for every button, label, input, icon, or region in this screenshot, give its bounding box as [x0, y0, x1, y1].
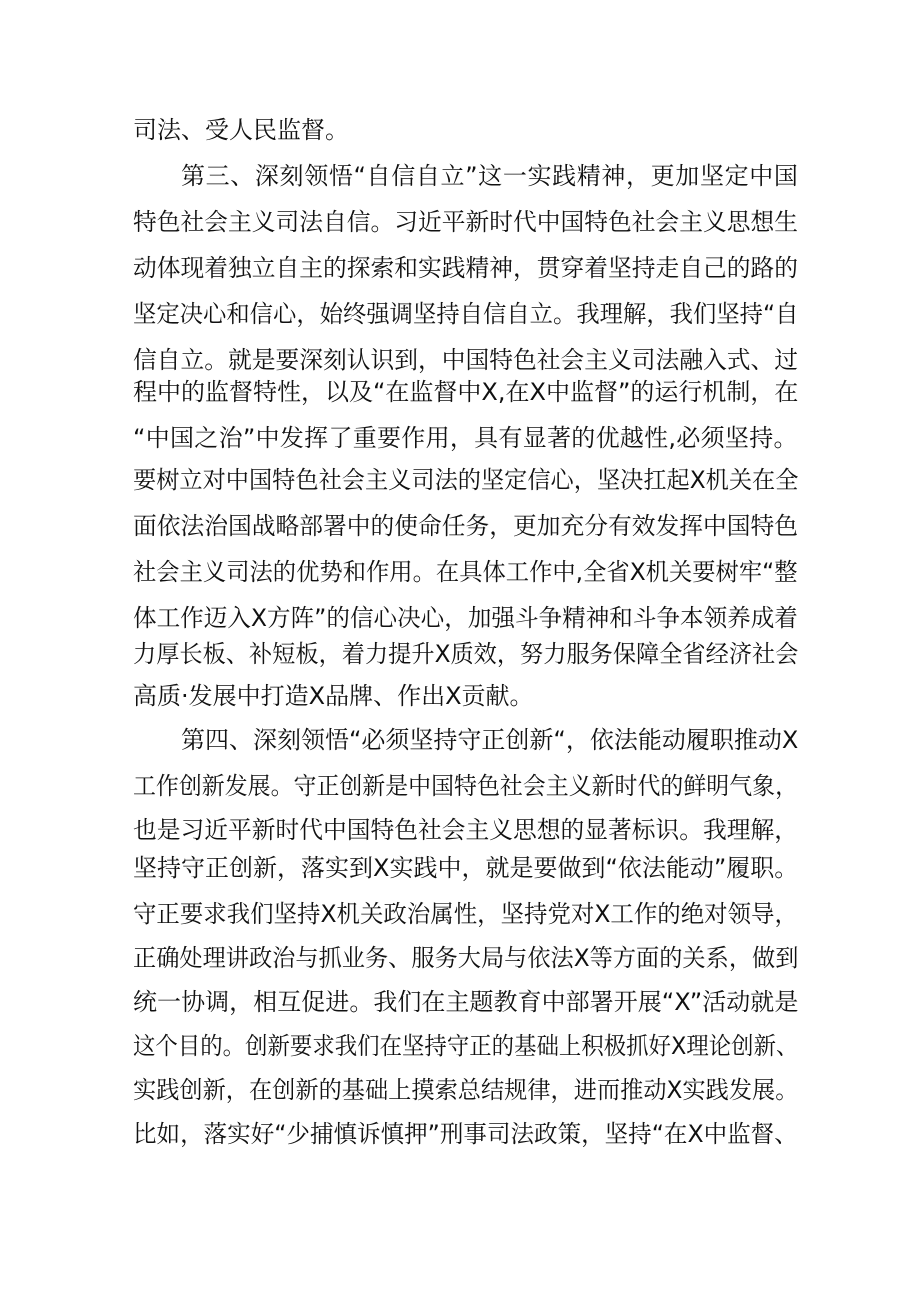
line-text: 这个目的。创新要求我们在坚持守正的基础上积极抓好X理论创新、: [133, 1032, 799, 1060]
text-line: [133, 810, 798, 850]
line-text: 要树立对中国特色社会主义司法的坚定信心，坚决扛起X机关在全: [133, 466, 799, 494]
text-line: [133, 894, 798, 934]
line-text: 坚定决心和信心，始终强调坚持自信自立。我理解，我们坚持“自: [133, 300, 799, 328]
text-line: [133, 848, 798, 888]
line-text: 比如，落实好“少捕慎诉慎押”刑事司法政策，坚持“在X中监督、: [133, 1120, 798, 1148]
text-line: [133, 982, 798, 1022]
line-text: 坚持守正创新，落实到X实践中，就是要做到“依法能动”履职。: [133, 854, 799, 882]
line-text: 特色社会主义司法自信。习近平新时代中国特色社会主义思想生: [133, 208, 798, 236]
line-text: 高质·发展中打造X品牌、作出X贡献。: [133, 682, 534, 710]
text-line: [133, 418, 798, 458]
text-line: [133, 460, 798, 500]
text-line: [133, 372, 798, 412]
line-text: 守正要求我们坚持X机关政治属性，坚持党对X工作的绝对领导，: [133, 900, 798, 928]
text-line: [133, 1114, 798, 1154]
paragraph-start-line: [181, 720, 798, 760]
text-line: [133, 1026, 798, 1066]
line-text: 第四、深刻领悟“必须坚持守正创新“，依法能动履职推动X: [181, 726, 799, 754]
line-text: 正确处理讲政治与抓业务、服务大局与依法X等方面的关系，做到: [133, 944, 799, 972]
text-line: [133, 938, 798, 978]
line-text: 实践创新，在创新的基础上摸索总结规律，进而推动X实践发展。: [133, 1076, 799, 1104]
text-line: [133, 248, 798, 288]
line-text: 工作创新发展。守正创新是中国特色社会主义新时代的鲜明气象，: [133, 772, 798, 800]
line-text: 司法、受人民监督。: [133, 116, 349, 144]
text-line: [133, 552, 798, 592]
text-line: [133, 676, 798, 716]
line-text: 第三、深刻领悟“自信自立”这一实践精神，更加坚定中国: [181, 162, 799, 190]
text-line: [133, 294, 798, 334]
text-line: [133, 634, 798, 674]
line-text: 也是习近平新时代中国特色社会主义思想的显著标识。我理解，: [133, 816, 798, 844]
paragraph-start-line: [181, 156, 798, 196]
text-line: [133, 598, 798, 638]
line-text: 力厚长板、补短板，着力提升X质效，努力服务保障全省经济社会: [133, 640, 799, 668]
line-text: 面依法治国战略部署中的使命任务，更加充分有效发挥中国特色: [133, 512, 798, 540]
text-line: [133, 202, 798, 242]
line-text: 信自立。就是要深刻认识到，中国特色社会主义司法融入式、过: [133, 346, 798, 374]
text-line: [133, 766, 798, 806]
text-line: [133, 506, 798, 546]
line-text: 动体现着独立自主的探索和实践精神，贯穿着坚持走自己的路的: [133, 254, 798, 282]
line-text: 统一协调，相互促进。我们在主题教育中部署开展“X”活动就是: [133, 988, 799, 1016]
line-text: “中国之治”中发挥了重要作用，具有显著的优越性,必须坚持。: [133, 424, 798, 452]
line-text: 体工作迈入X方阵”的信心决心，加强斗争精神和斗争本领养成着: [133, 604, 798, 632]
line-text: 程中的监督特性，以及“在监督中X,在X中监督”的运行机制，在: [133, 378, 799, 406]
text-line: [133, 110, 798, 150]
text-line: [133, 1070, 798, 1110]
line-text: 社会主义司法的优势和作用。在具体工作中,全省X机关要树牢“整: [133, 558, 798, 586]
